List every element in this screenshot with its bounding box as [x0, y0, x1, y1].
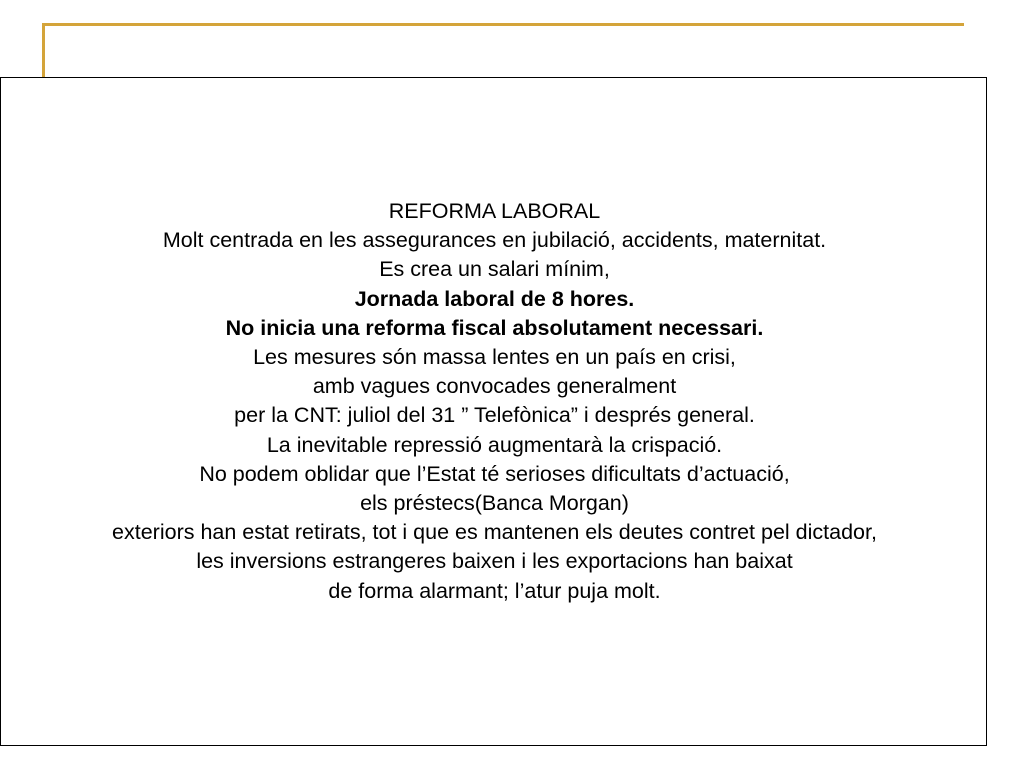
slide-frame [0, 77, 987, 746]
text-line: exteriors han estat retirats, tot i que es mantenen els deutes contret pel dictador, [112, 520, 877, 545]
slide-text-body [1, 197, 988, 606]
text-line: Les mesures són massa lentes en un país en crisi, [253, 345, 736, 370]
text-line: per la CNT: juliol del 31 ” Telefònica” i després general. [234, 403, 755, 428]
text-line: No podem oblidar que l’Estat té serioses dificultats d’actuació, [199, 461, 790, 486]
text-line-bold: Jornada laboral de 8 hores. [354, 286, 635, 311]
text-line: les inversions estrangeres baixen i les exportacions han baixat [196, 549, 793, 574]
text-line: amb vagues convocades generalment [312, 374, 677, 399]
slide-heading: REFORMA LABORAL [388, 199, 601, 223]
decorative-left-rule [42, 23, 45, 77]
text-line: de forma alarmant; l’atur puja molt. [328, 578, 661, 603]
text-line: els préstecs(Banca Morgan) [360, 491, 629, 516]
text-line: Molt centrada en les assegurances en jubilació, accidents, maternitat. [162, 228, 827, 253]
text-line: La inevitable repressió augmentarà la crispació. [266, 432, 723, 457]
decorative-top-rule [42, 23, 964, 26]
text-line: Es crea un salari mínim, [379, 257, 610, 282]
text-line-bold: No inicia una reforma fiscal absolutament necessari. [225, 315, 764, 340]
